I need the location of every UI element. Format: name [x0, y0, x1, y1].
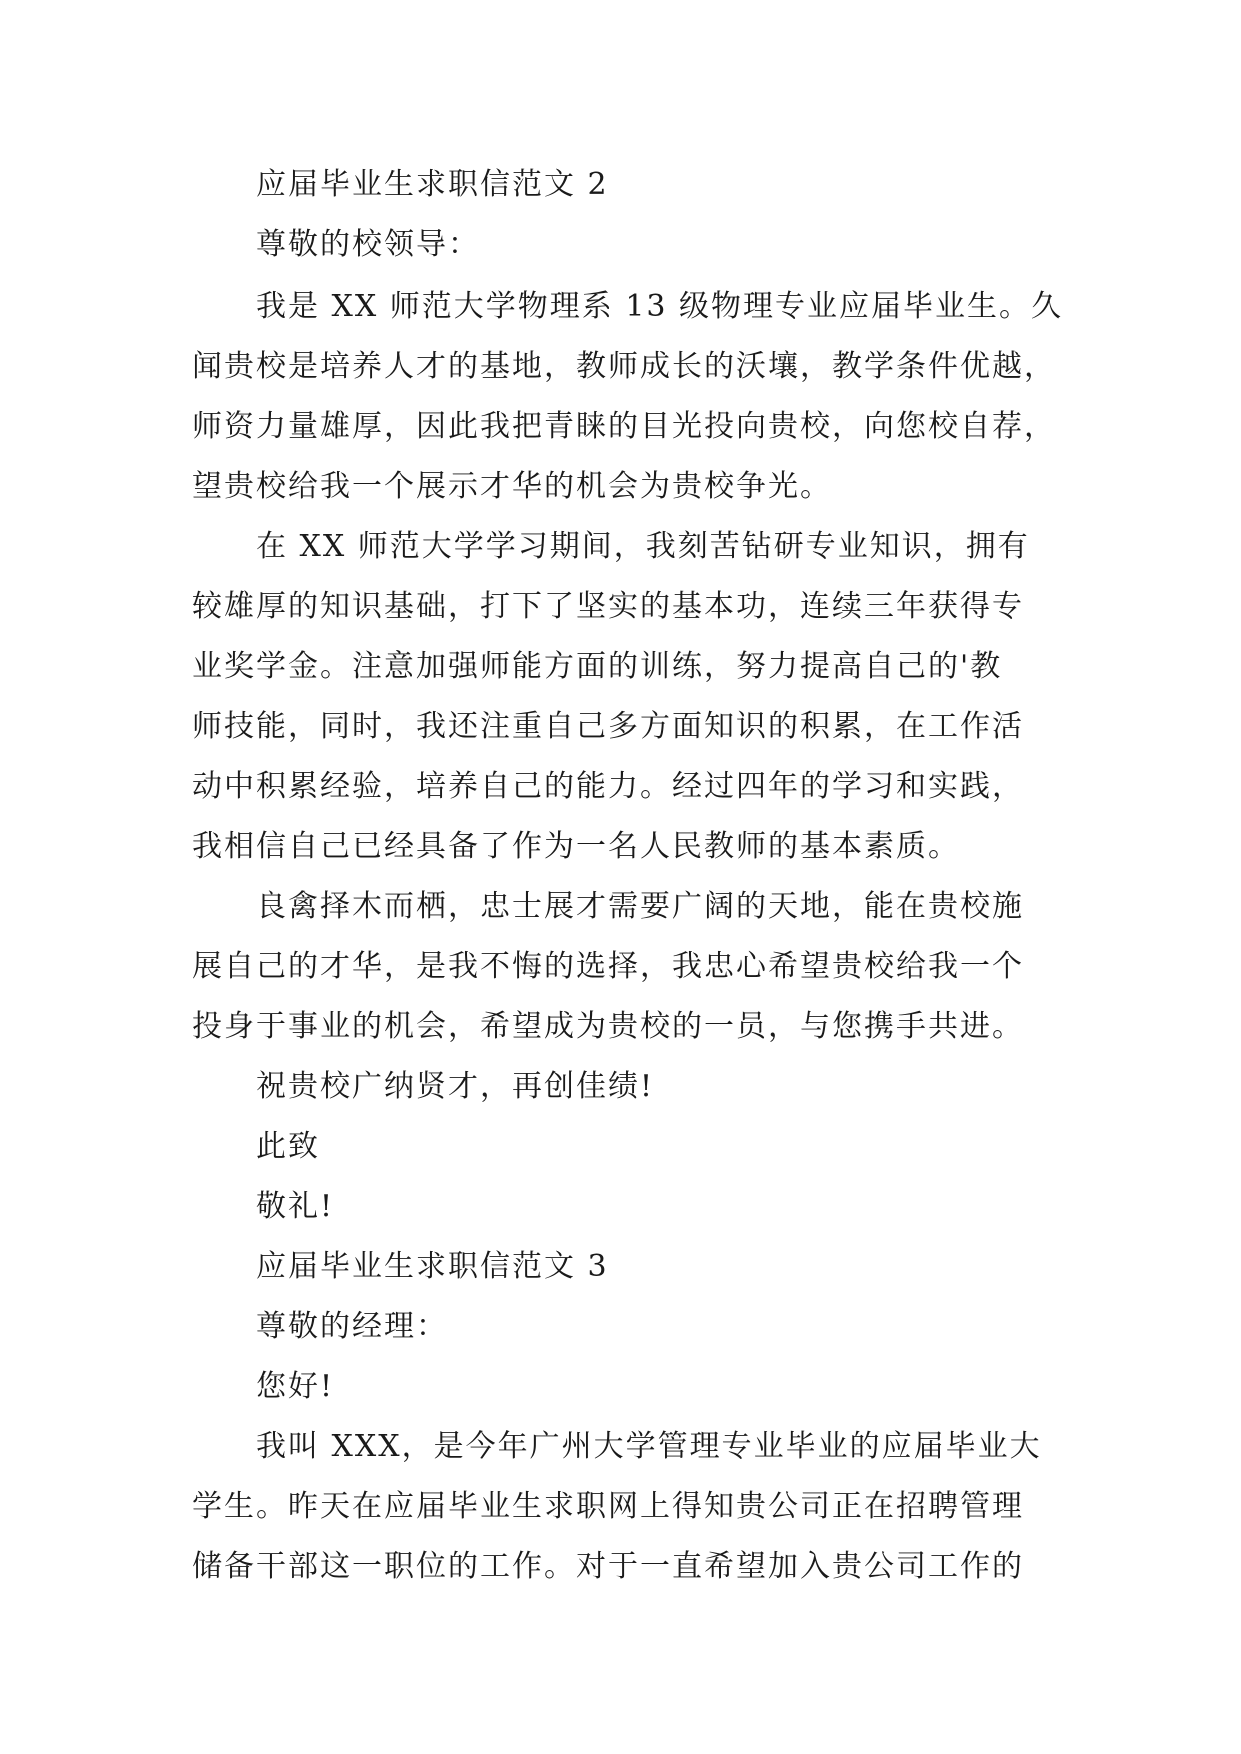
- paragraph-line: 我相信自己已经具备了作为一名人民教师的基本素质。: [192, 829, 960, 864]
- paragraph-line: 投身于事业的机会，希望成为贵校的一员，与您携手共进。: [192, 1009, 1024, 1044]
- paragraph-line: 闻贵校是培养人才的基地，教师成长的沃壤，教学条件优越，: [192, 349, 1056, 384]
- closing-wish: 祝贵校广纳贤才，再创佳绩!: [256, 1069, 655, 1104]
- closing-cizhi: 此致: [256, 1129, 320, 1164]
- paragraph-line: 展自己的才华，是我不悔的选择，我忠心希望贵校给我一个: [192, 949, 1024, 984]
- salutation-manager: 尊敬的经理：: [256, 1309, 448, 1344]
- salutation-school: 尊敬的校领导：: [256, 227, 480, 262]
- section-title-2: 应届毕业生求职信范文 2: [256, 167, 609, 202]
- greeting: 您好!: [256, 1369, 335, 1404]
- paragraph-line: 业奖学金。注意加强师能方面的训练，努力提高自己的'教: [192, 649, 1003, 684]
- paragraph-line: 在 XX 师范大学学习期间，我刻苦钻研专业知识，拥有: [256, 529, 1030, 564]
- paragraph-line: 较雄厚的知识基础，打下了坚实的基本功，连续三年获得专: [192, 589, 1024, 624]
- paragraph-line: 望贵校给我一个展示才华的机会为贵校争光。: [192, 469, 832, 504]
- section-title-3: 应届毕业生求职信范文 3: [256, 1249, 609, 1284]
- paragraph-line: 良禽择木而栖，忠士展才需要广阔的天地，能在贵校施: [256, 889, 1024, 924]
- paragraph-line: 学生。昨天在应届毕业生求职网上得知贵公司正在招聘管理: [192, 1489, 1024, 1524]
- paragraph-line: 我叫 XXX，是今年广州大学管理专业毕业的应届毕业大: [256, 1429, 1042, 1464]
- paragraph-line: 师资力量雄厚，因此我把青睐的目光投向贵校，向您校自荐，: [192, 409, 1056, 444]
- closing-jingli: 敬礼!: [256, 1189, 335, 1224]
- paragraph-line: 师技能，同时，我还注重自己多方面知识的积累，在工作活: [192, 709, 1024, 744]
- paragraph-line: 我是 XX 师范大学物理系 13 级物理专业应届毕业生。久: [256, 289, 1064, 324]
- paragraph-line: 储备干部这一职位的工作。对于一直希望加入贵公司工作的: [192, 1549, 1024, 1584]
- paragraph-line: 动中积累经验，培养自己的能力。经过四年的学习和实践，: [192, 769, 1024, 804]
